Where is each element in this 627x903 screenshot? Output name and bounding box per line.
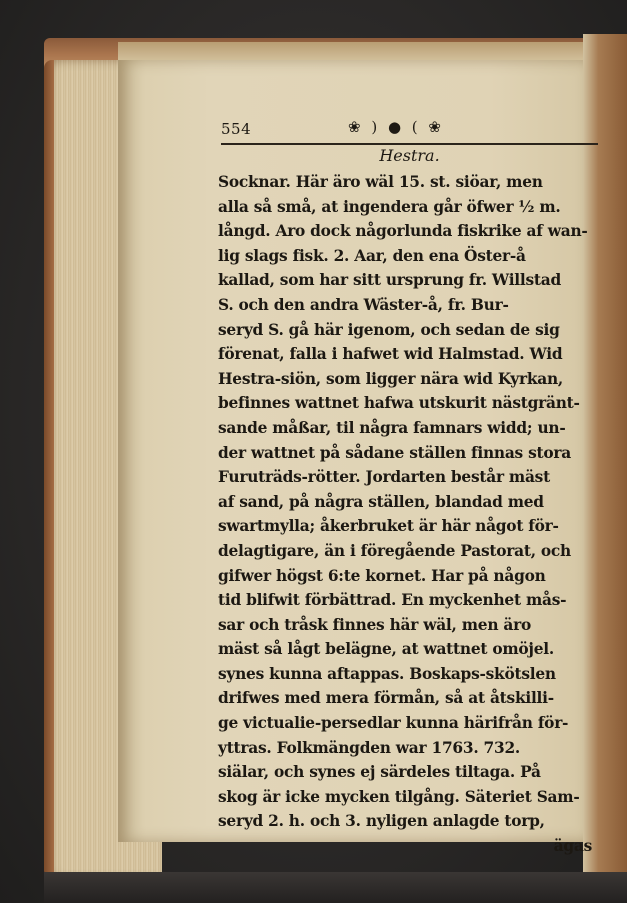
text-line: sande måßar, til några famnars widd; un- (218, 418, 566, 437)
cover-edge (44, 60, 54, 880)
text-line: tid blifwit förbättrad. En myckenhet mås- (218, 591, 567, 610)
text-line: seryd S. gå här igenom, och sedan de sig (218, 320, 560, 339)
text-line: lig slags fisk. 2. Aar, den ena Öster-å (218, 246, 526, 265)
text-line: Socknar. Här äro wäl 15. st. siöar, men (218, 173, 543, 191)
catchword: ägas (553, 837, 592, 856)
text-line: af sand, på några ställen, blandad med (218, 492, 544, 511)
page-number: 554 (221, 120, 252, 138)
running-title: Hestra. (379, 146, 440, 165)
text-line: skog är icke mycken tilgång. Säteriet Sam- (218, 787, 580, 806)
page-header (221, 118, 598, 142)
text-line: Hestra-siön, som ligger nära wid Kyrkan, (218, 369, 564, 388)
text-line: der wattnet på sådane ställen finnas stora (218, 443, 571, 462)
text-line: delagtigare, än i föregående Pastorat, och (218, 541, 571, 560)
header-rule (221, 143, 598, 145)
text-line: befinnes wattnet hafwa utskurit nästgränt- (218, 394, 580, 413)
body-text (218, 170, 600, 859)
text-line: gifwer högst 6:te kornet. Har på någon (218, 566, 546, 585)
text-line: mäst så lågt belägne, at wattnet omöjel. (218, 640, 554, 659)
text-line: kallad, som har sitt ursprung fr. Willstad (218, 271, 561, 290)
text-line: swartmylla; åkerbruket är här något för- (218, 517, 559, 536)
text-line: S. och den andra Wäster-å, fr. Bur- (218, 295, 509, 314)
text-line: sar och tråsk finnes här wäl, men äro (218, 615, 531, 634)
text-line: synes kunna aftappas. Boskaps-skötslen (218, 664, 556, 683)
text-line: långd. Aro dock någorlunda fiskrike af wan- (218, 222, 588, 241)
text-line: seryd 2. h. och 3. nyligen anlagde torp, (218, 812, 545, 831)
text-line: yttras. Folkmängden war 1763. 732. (218, 738, 521, 757)
text-line: Furuträds-rötter. Jordarten består mäst (218, 468, 550, 487)
text-line: förenat, falla i hafwet wid Halmstad. Wid (218, 345, 563, 364)
bottom-shadow (44, 872, 627, 903)
text-line: siälar, och synes ej särdeles tiltaga. På (218, 763, 541, 782)
header-ornament: ❀ ) ● ( ❀ (347, 118, 444, 136)
text-line: alla så små, at ingendera går öfwer ½ m. (218, 197, 561, 216)
text-line: ge victualie-persedlar kunna härifrån för- (218, 714, 569, 733)
text-line: drifwes med mera förmån, så at åtskilli- (218, 689, 554, 708)
